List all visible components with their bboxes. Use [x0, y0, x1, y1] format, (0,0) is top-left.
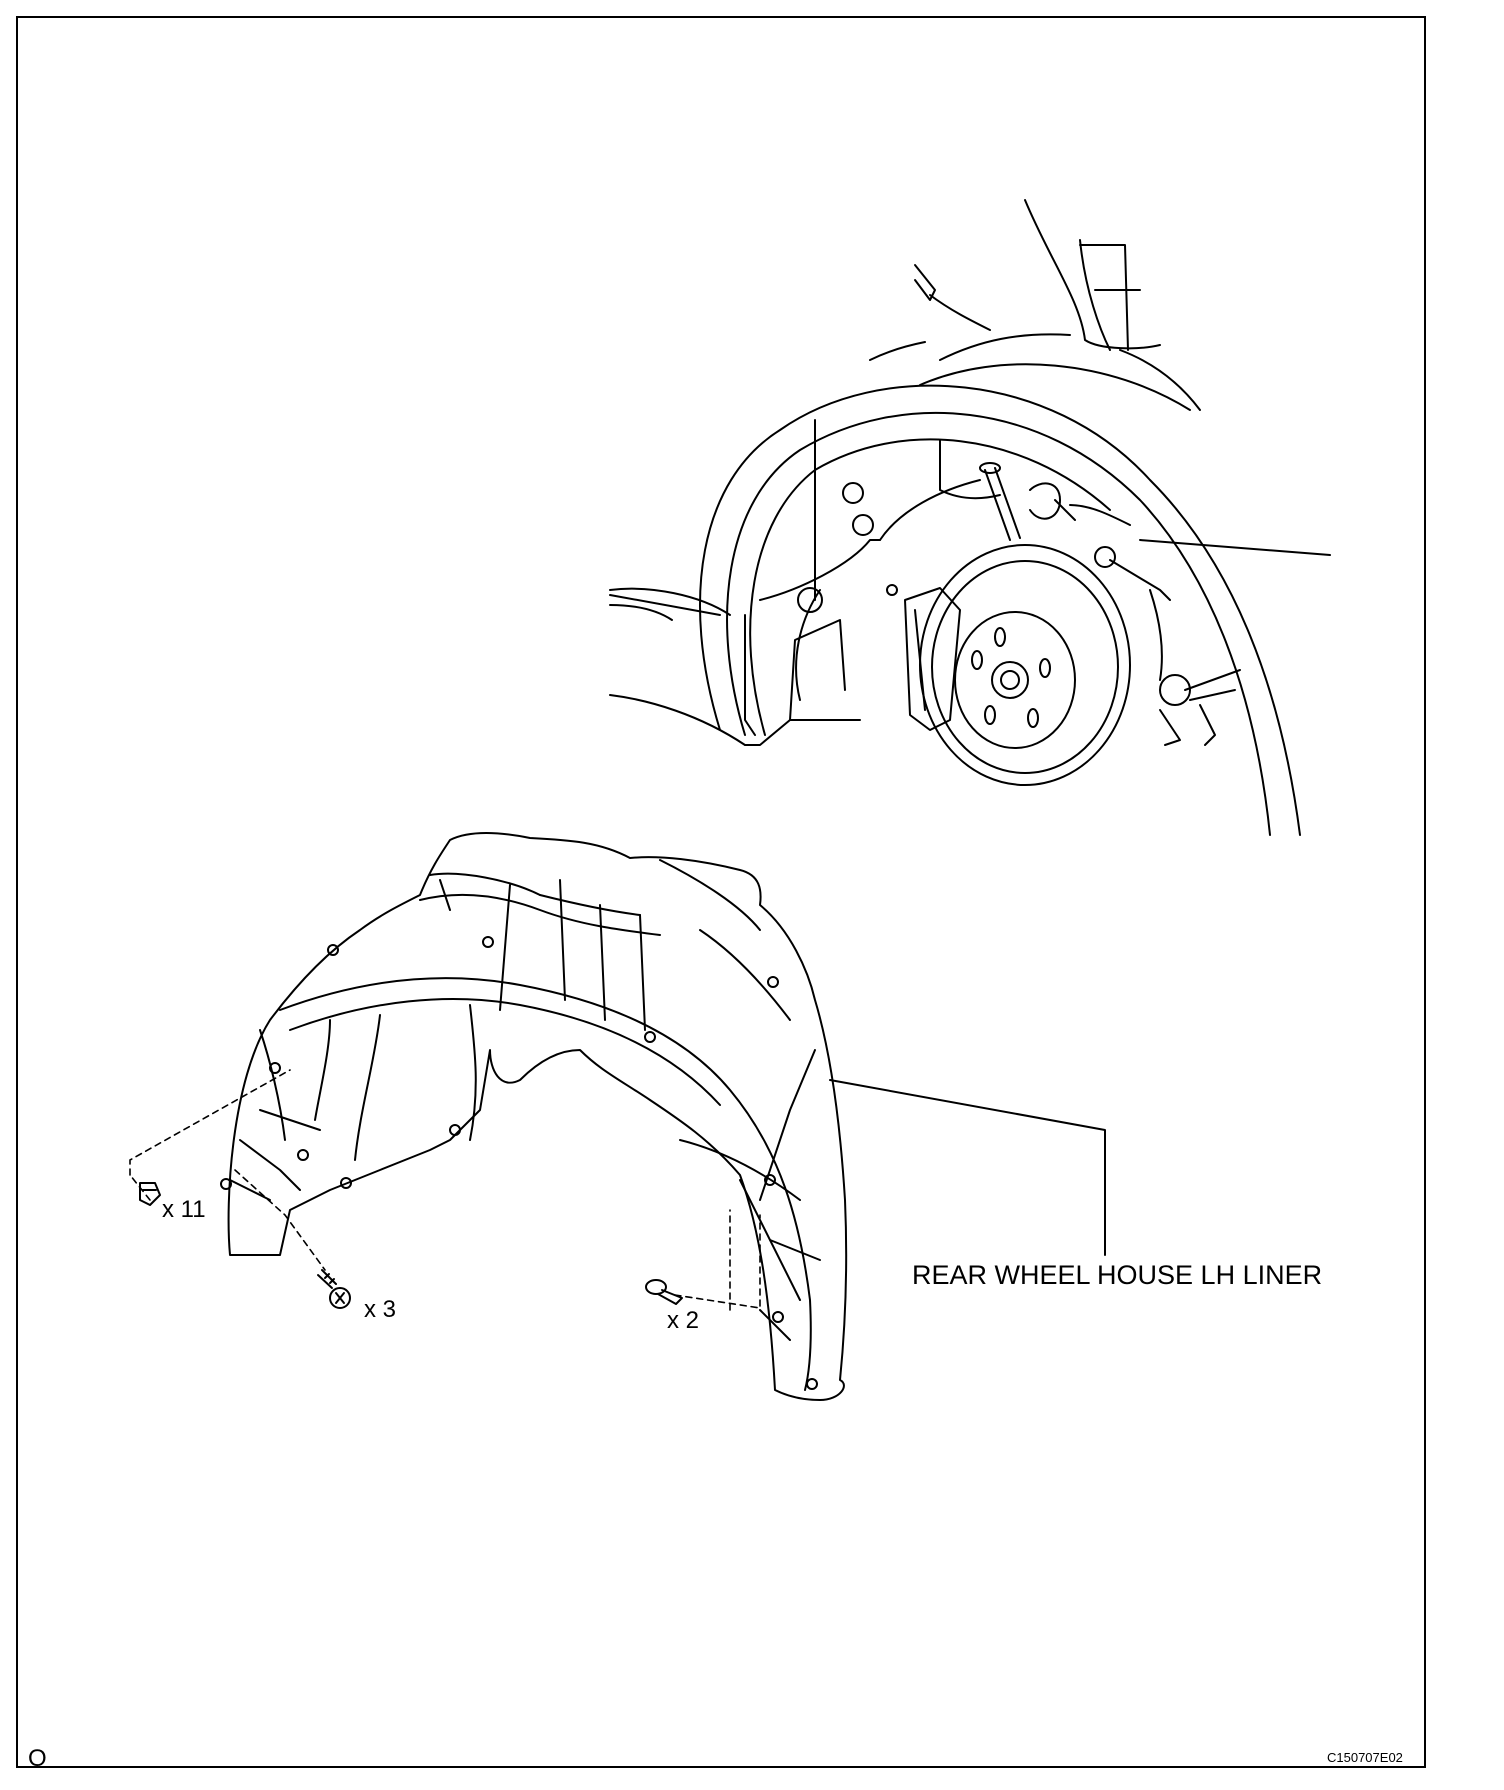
pin-fastener-icon [646, 1280, 682, 1304]
screw-quantity-label: x 3 [364, 1296, 397, 1323]
clip-quantity-label: x 11 [162, 1196, 206, 1223]
part-leader-line [830, 1080, 1105, 1255]
installation-guide-lines [130, 1070, 760, 1310]
pin-quantity-label: x 2 [667, 1307, 700, 1334]
brake-disc [920, 545, 1130, 785]
part-name-label: REAR WHEEL HOUSE LH LINER [912, 1260, 1323, 1290]
vehicle-wheel-house-illustration [610, 200, 1330, 835]
figure-code: C150707E02 [1327, 1750, 1403, 1765]
wheel-house-liner-illustration [221, 833, 846, 1400]
corner-mark: O [28, 1745, 47, 1772]
clip-fastener-icon [140, 1183, 160, 1205]
screw-fastener-icon [318, 1270, 350, 1308]
